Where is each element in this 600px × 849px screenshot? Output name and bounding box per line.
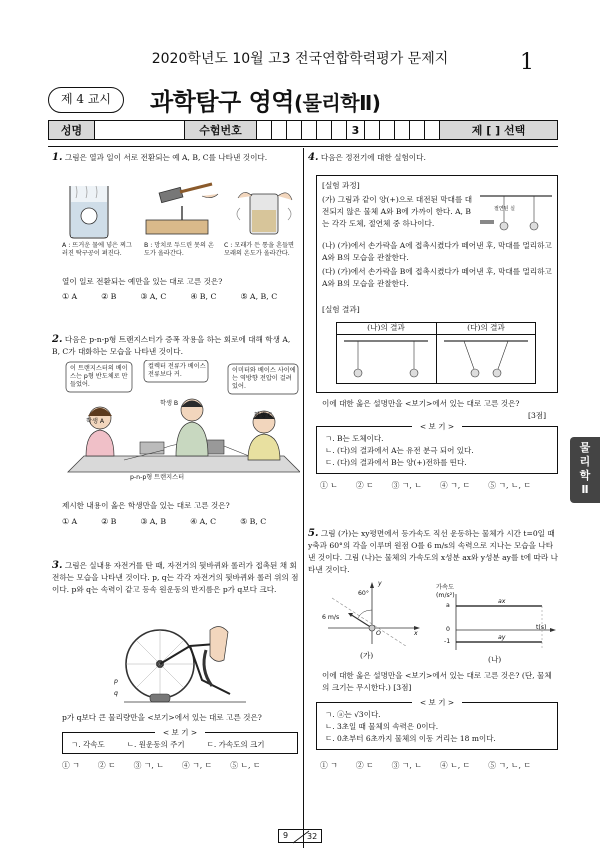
name-field[interactable] [95, 121, 185, 139]
q4-choices [320, 480, 531, 491]
exam-no-box[interactable] [272, 121, 287, 139]
q4-choice-1[interactable]: ① ㄴ [320, 481, 338, 490]
q1-choice-3[interactable]: ③ A, C [140, 292, 167, 301]
q4-points: [3점] [528, 411, 547, 420]
q3-bogi-item: ㄷ. 가속도의 크기 [206, 740, 265, 749]
q1-caption-a: A : 뜨거운 물에 넣은 찌그러진 탁구공이 펴진다. [62, 242, 132, 257]
footer-page-left: 9 [283, 831, 289, 840]
q5-fig-na-label: (나) [488, 655, 502, 664]
q5-graph-ay: ay [498, 634, 506, 641]
q3-choice-1[interactable]: ① ㄱ [62, 761, 80, 770]
q5-graph-tick-0: 0 [446, 626, 450, 633]
q5-bogi-title: < 보 기 > [317, 697, 557, 709]
q3-choice-5[interactable]: ⑤ ㄴ, ㄷ [230, 761, 261, 770]
q5-bogi-item: ㄱ. ⓐ는 √3이다. [325, 710, 381, 719]
exam-no-label: 수험번호 [185, 121, 257, 139]
side-tab-char: 리 [579, 455, 591, 468]
q4-result-diagrams [336, 335, 536, 383]
exam-no-box[interactable] [380, 121, 395, 139]
q5-angle: 60° [358, 590, 369, 597]
q5-axis-y: y [378, 580, 382, 587]
exam-header-title: 2020학년도 10월 고3 전국연합학력평가 문제지 [151, 51, 449, 67]
exam-no-box[interactable] [317, 121, 332, 139]
q2-bubble-b: 컬렉터 전류가 베이스 전류보다 커. [148, 363, 206, 378]
page-number: 1 [520, 50, 534, 75]
q5-fig-na-graph [436, 592, 558, 652]
q2-stem [52, 334, 300, 358]
top-rule [48, 146, 558, 147]
q5-fig-ga-label: (가) [360, 651, 374, 660]
q4-proc-da: (다) (가)에서 손가락을 B에 접촉시켰다가 떼어낸 후, 막대를 멀리하고 A와 B의 모습을 관찰한다. [322, 267, 552, 288]
q5-graph-ylabel: 가속도 [436, 584, 454, 591]
q3-stem [52, 560, 300, 596]
q1-question: 열이 일로 전환되는 예만을 있는 대로 고른 것은? [62, 277, 223, 286]
column-divider [303, 148, 304, 848]
q2-choice-3[interactable]: ③ A, B [140, 517, 167, 526]
q1-choice-1[interactable]: ① A [62, 292, 78, 301]
exam-no-box[interactable] [425, 121, 440, 139]
q5-choice-2[interactable]: ② ㄷ [355, 761, 374, 770]
q5-graph-tick-a: a [446, 602, 450, 609]
q4-result-na: (나)의 결과 [367, 323, 405, 332]
q5-graph-yunit: (m/s²) [436, 592, 455, 599]
q1-number: 1. [52, 152, 63, 163]
q1-choice-4[interactable]: ④ B, C [190, 292, 217, 301]
q4-result-da: (다)의 결과 [467, 323, 505, 332]
q5-speed: 6 m/s [322, 614, 340, 621]
subject-sub: (물리학Ⅱ) [293, 91, 381, 115]
q5-choice-3[interactable]: ③ ㄱ, ㄴ [391, 761, 422, 770]
subject-side-tab [570, 437, 600, 503]
q2-label-b: 학생 B [160, 400, 179, 407]
q2-stem-text: 다음은 p-n-p형 트랜지스터가 증폭 작용을 하는 회로에 대해 학생 A, B, C가 대화하는 모습을 나타낸 것이다. [52, 335, 291, 356]
q5-fig-ga [322, 580, 422, 646]
q5-bogi-item: ㄴ. 3초일 때 물체의 속력은 0이다. [325, 722, 439, 731]
q1-stem [52, 152, 300, 164]
q4-stem [308, 152, 558, 164]
q3-bogi-box [62, 728, 298, 754]
insulating-thread-label: 절연된 실 [494, 206, 515, 212]
q3-question: p가 q보다 큰 물리량만을 <보기>에서 있는 대로 고른 것은? [62, 713, 262, 722]
q3-bogi-title: < 보 기 > [63, 727, 297, 739]
exam-no-box[interactable] [332, 121, 347, 139]
q3-choice-4[interactable]: ④ ㄱ, ㄷ [181, 761, 213, 770]
q2-bubble-c: 이미터와 베이스 사이에는 역방향 전압이 걸려 있어. [232, 367, 296, 390]
q4-bogi-item: ㄴ. (다)의 결과에서 A는 유전 분극 되어 있다. [325, 446, 474, 455]
q5-choices [320, 760, 531, 771]
exam-no-box[interactable] [302, 121, 317, 139]
q4-choice-5[interactable]: ⑤ ㄱ, ㄴ, ㄷ [488, 481, 532, 490]
exam-no-box[interactable] [395, 121, 410, 139]
q4-number: 4. [308, 152, 319, 163]
q3-label-q: q [114, 690, 118, 697]
q2-device-label: p-n-p형 트랜지스터 [130, 474, 185, 481]
q3-bogi-item: ㄱ. 각속도 [71, 740, 105, 749]
q1-illustrations [62, 180, 302, 242]
q5-origin: O [376, 630, 381, 637]
exam-no-digit: 3 [347, 121, 365, 139]
q2-label-c: 학생 C [254, 412, 273, 419]
q4-bogi-item: ㄷ. (다)의 결과에서 B는 양(+)전하를 띤다. [325, 458, 467, 467]
q5-stem-text: 그림 (가)는 xy평면에서 등가속도 직선 운동하는 물체가 시간 t=0일 때 y축과 60°의 각을 이루며 원점 O를 6 m/s의 속력으로 지나는 모습을 나타낸 것이다. 그림 (나)는 물체의 가속도의 x성분 ax와 y성분 ay를 t에 따라 나타낸 것이다. [308, 529, 558, 574]
q2-choices [62, 517, 266, 526]
q2-number: 2. [52, 334, 63, 345]
q5-bogi-box [316, 698, 558, 750]
q3-choices [62, 760, 261, 771]
q1-choice-2[interactable]: ② B [101, 292, 117, 301]
q4-proc-ga: (가) 그림과 같이 양(+)으로 대전된 막대를 대전되지 않은 물체 A와 B에 가까이 한다. A, B는 각각 도체, 절연체 중 하나이다. [322, 195, 473, 228]
q4-bogi-box [316, 422, 558, 474]
q2-choice-2[interactable]: ② B [101, 517, 117, 526]
shaking-can-illustration [237, 192, 292, 234]
q3-stem-text: 그림은 실내용 자전거를 탄 때, 자전거의 뒷바퀴와 롤러가 접촉된 채 회전하는 모습을 나타낸 것이다. p, q는 각각 자전거의 뒷바퀴와 롤러 위의 점이다. p와 q는 속력이 같고 등속 원운동의 반지름은 p가 q보다 크다. [52, 561, 299, 594]
q3-number: 3. [52, 560, 63, 571]
q5-axis-x: x [414, 630, 418, 637]
exam-no-box[interactable] [257, 121, 272, 139]
exam-no-box[interactable] [410, 121, 425, 139]
q4-bogi-item: ㄱ. B는 도체이다. [325, 434, 384, 443]
q5-choice-5[interactable]: ⑤ ㄱ, ㄴ, ㄷ [488, 761, 532, 770]
exam-no-box[interactable] [287, 121, 302, 139]
q1-caption-c: C : 모래가 든 통을 흔들면 모래의 온도가 올라간다. [224, 242, 295, 257]
q2-choice-4[interactable]: ④ A, C [190, 517, 217, 526]
q1-choice-5[interactable]: ⑤ A, B, C [240, 292, 278, 301]
hammer-illustration [146, 184, 218, 234]
q4-choice-4[interactable]: ④ ㄱ, ㄷ [439, 481, 471, 490]
q1-caption-b: B : 망치로 두드린 못의 온도가 올라간다. [144, 242, 214, 257]
q3-choice-3[interactable]: ③ ㄱ, ㄴ [133, 761, 164, 770]
q2-label-a: 학생 A [86, 418, 105, 425]
q5-choice-1[interactable]: ① ㄱ [320, 761, 338, 770]
q5-graph-tlabel: t(s) [536, 624, 547, 631]
q3-choice-2[interactable]: ② ㄷ [97, 761, 116, 770]
q5-bogi-item: ㄷ. 0초부터 6초까지 물체의 이동 거리는 18 m이다. [325, 734, 496, 743]
side-tab-char: Ⅱ [581, 483, 589, 496]
q4-choice-2[interactable]: ② ㄷ [355, 481, 374, 490]
q5-choice-4[interactable]: ④ ㄴ, ㄷ [439, 761, 471, 770]
q4-proc-title: [실험 과정] [322, 181, 360, 190]
q5-graph-ax: ax [498, 598, 506, 605]
subject-main: 과학탐구 영역 [150, 88, 294, 116]
q3-bogi-item: ㄴ. 원운동의 주기 [126, 740, 185, 749]
q3-bicycle-illustration [120, 620, 250, 704]
q4-bogi-title: < 보 기 > [317, 421, 557, 433]
q4-setup-diagram [478, 192, 554, 238]
q5-number: 5. [308, 528, 319, 539]
q4-stem-text: 다음은 정전기에 대한 실험이다. [320, 153, 426, 162]
side-tab-char: 학 [579, 469, 591, 482]
q1-stem-text: 그림은 열과 일이 서로 전환되는 예 A, B, C를 나타낸 것이다. [64, 153, 268, 162]
choice-label: 제 [ ] 선택 [440, 121, 557, 139]
q2-question: 제시한 내용이 옳은 학생만을 있는 대로 고른 것은? [62, 501, 230, 510]
q2-choice-1[interactable]: ① A [62, 517, 78, 526]
side-tab-char: 물 [579, 441, 591, 454]
footer-page-box [278, 829, 322, 843]
q2-choice-5[interactable]: ⑤ B, C [240, 517, 267, 526]
q3-label-p: p [114, 678, 118, 685]
q4-proc-na: (나) (가)에서 손가락을 A에 접촉시켰다가 떼어낸 후, 막대를 멀리하고 A와 B의 모습을 관찰한다. [322, 241, 552, 262]
footer-page-right: 32 [307, 832, 318, 841]
subject-title [150, 82, 380, 117]
beaker-illustration [70, 186, 108, 238]
q4-question: 이에 대한 옳은 설명만을 <보기>에서 있는 대로 고른 것은? [322, 399, 520, 408]
name-label: 성명 [49, 121, 95, 139]
info-bar [48, 120, 558, 140]
q4-choice-3[interactable]: ③ ㄱ, ㄴ [391, 481, 422, 490]
exam-no-box[interactable] [365, 121, 380, 139]
q5-question: 이에 대한 옳은 설명만을 <보기>에서 있는 대로 고른 것은? (단, 물체의 크기는 무시한다.) [3점] [322, 671, 552, 692]
q1-choices [62, 292, 277, 301]
q2-bubble-a: 이 트랜지스터의 베이스는 p형 반도체로 만들었어. [70, 365, 128, 388]
q5-stem [308, 528, 558, 576]
q5-graph-tick-neg1: -1 [444, 638, 451, 645]
period-badge: 제 4 교시 [48, 87, 124, 113]
q4-result-title: [실험 결과] [322, 305, 360, 314]
